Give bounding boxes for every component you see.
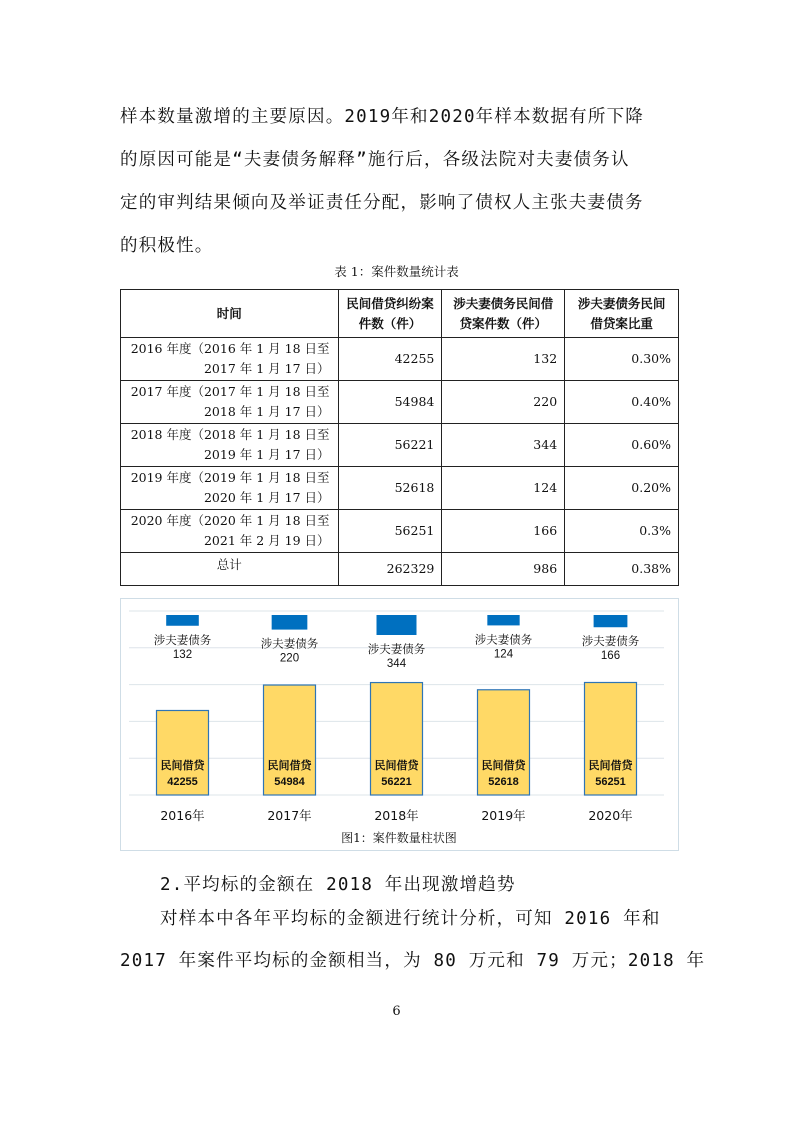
table-row xyxy=(121,381,679,424)
loan-bar-value: 56221 xyxy=(381,776,412,788)
cell-loan: 42255 xyxy=(338,338,442,381)
table-caption: 表 1：案件数量统计表 xyxy=(334,264,459,279)
table-row xyxy=(121,510,679,553)
loan-bar-value: 56251 xyxy=(595,776,626,788)
cell-ratio: 0.30% xyxy=(565,338,679,381)
cell-total-ratio: 0.38% xyxy=(565,553,679,586)
header-period: 时间 xyxy=(121,290,339,338)
header-spouse-cases: 涉夫妻债务民间借贷案件数（件） xyxy=(442,290,565,338)
table-row xyxy=(121,424,679,467)
spouse-bar-value: 220 xyxy=(279,652,300,665)
cell-spouse: 124 xyxy=(442,467,565,510)
cell-period: 2017 年度（2017 年 1 月 18 日至 2018 年 1 月 17 日） xyxy=(121,381,339,424)
cell-ratio: 0.40% xyxy=(565,381,679,424)
loan-bar-value: 54984 xyxy=(274,776,305,788)
cell-loan: 54984 xyxy=(338,381,442,424)
cell-loan: 56221 xyxy=(338,424,442,467)
section-heading: 2.平均标的金额在 2018 年出现激增趋势 xyxy=(160,875,516,895)
table-row xyxy=(121,467,679,510)
spouse-bar xyxy=(377,615,417,635)
cell-period: 2020 年度（2020 年 1 月 18 日至 2021 年 2 月 19 日） xyxy=(121,510,339,553)
spouse-bar-label: 涉夫妻债务 xyxy=(260,636,319,651)
spouse-bar-value: 166 xyxy=(600,650,621,663)
cell-period: 2016 年度（2016 年 1 月 18 日至 2017 年 1 月 17 日） xyxy=(121,338,339,381)
spouse-bar xyxy=(272,615,308,630)
category-label: 2017年 xyxy=(267,808,312,823)
spouse-bar-value: 132 xyxy=(172,648,193,661)
spouse-bar xyxy=(594,615,628,627)
cell-loan: 56251 xyxy=(338,510,442,553)
page-number: 6 xyxy=(392,1004,401,1019)
text-line: 的原因可能是“夫妻债务解释”施行后，各级法院对夫妻债务认 xyxy=(120,150,630,170)
header-loan-cases: 民间借贷纠纷案件数（件） xyxy=(338,290,442,338)
text-line: 的积极性。 xyxy=(120,236,214,256)
spouse-bar-label: 涉夫妻债务 xyxy=(474,632,533,647)
spouse-bar-label: 涉夫妻债务 xyxy=(581,634,640,649)
cell-total-loan: 262329 xyxy=(338,553,442,586)
cell-period: 2018 年度（2018 年 1 月 18 日至 2019 年 1 月 17 日） xyxy=(121,424,339,467)
header-ratio: 涉夫妻债务民间借贷案比重 xyxy=(565,290,679,338)
cell-total-label: 总计 xyxy=(121,553,339,586)
cell-spouse: 344 xyxy=(442,424,565,467)
category-label: 2019年 xyxy=(481,808,526,823)
loan-bar-label: 民间借贷 xyxy=(588,759,633,772)
cell-ratio: 0.20% xyxy=(565,467,679,510)
loan-bar-label: 民间借贷 xyxy=(267,759,312,772)
chart-title: 图1：案件数量柱状图 xyxy=(341,831,457,845)
spouse-bar xyxy=(487,615,519,625)
spouse-bar-label: 涉夫妻债务 xyxy=(153,632,212,647)
text-line: 定的审判结果倾向及举证责任分配，影响了债权人主张夫妻债务 xyxy=(120,193,644,213)
spouse-bar xyxy=(166,615,199,626)
table-total-row xyxy=(121,553,679,586)
category-label: 2016年 xyxy=(160,808,205,823)
spouse-bar-value: 344 xyxy=(386,658,407,670)
bar-chart-svg xyxy=(121,599,678,850)
cell-spouse: 132 xyxy=(442,338,565,381)
loan-bar-label: 民间借贷 xyxy=(374,759,419,772)
cell-ratio: 0.3% xyxy=(565,510,679,553)
category-label: 2020年 xyxy=(588,808,633,823)
category-label: 2018年 xyxy=(374,808,419,823)
cell-ratio: 0.60% xyxy=(565,424,679,467)
table-row xyxy=(121,338,679,381)
case-count-table xyxy=(120,289,679,586)
loan-bar-value: 52618 xyxy=(488,776,519,788)
cell-loan: 52618 xyxy=(338,467,442,510)
paragraph-analysis-line1: 对样本中各年平均标的金额进行统计分析，可知 2016 年和 xyxy=(160,909,661,929)
loan-bar-label: 民间借贷 xyxy=(160,759,205,772)
paragraph-intro xyxy=(120,100,680,264)
cell-total-spouse: 986 xyxy=(442,553,565,586)
loan-bar-value: 42255 xyxy=(167,776,198,788)
cell-spouse: 166 xyxy=(442,510,565,553)
case-count-chart xyxy=(120,598,679,851)
spouse-bar-value: 124 xyxy=(493,648,514,661)
table-header-row xyxy=(121,290,679,338)
cell-spouse: 220 xyxy=(442,381,565,424)
text-line: 样本数量激增的主要原因。2019年和2020年样本数据有所下降 xyxy=(120,107,644,127)
cell-period: 2019 年度（2019 年 1 月 18 日至 2020 年 1 月 17 日） xyxy=(121,467,339,510)
loan-bar-label: 民间借贷 xyxy=(481,759,526,772)
paragraph-analysis-line2: 2017 年案件平均标的金额相当，为 80 万元和 79 万元；2018 年 xyxy=(120,951,706,971)
spouse-bar-label: 涉夫妻债务 xyxy=(367,642,426,656)
